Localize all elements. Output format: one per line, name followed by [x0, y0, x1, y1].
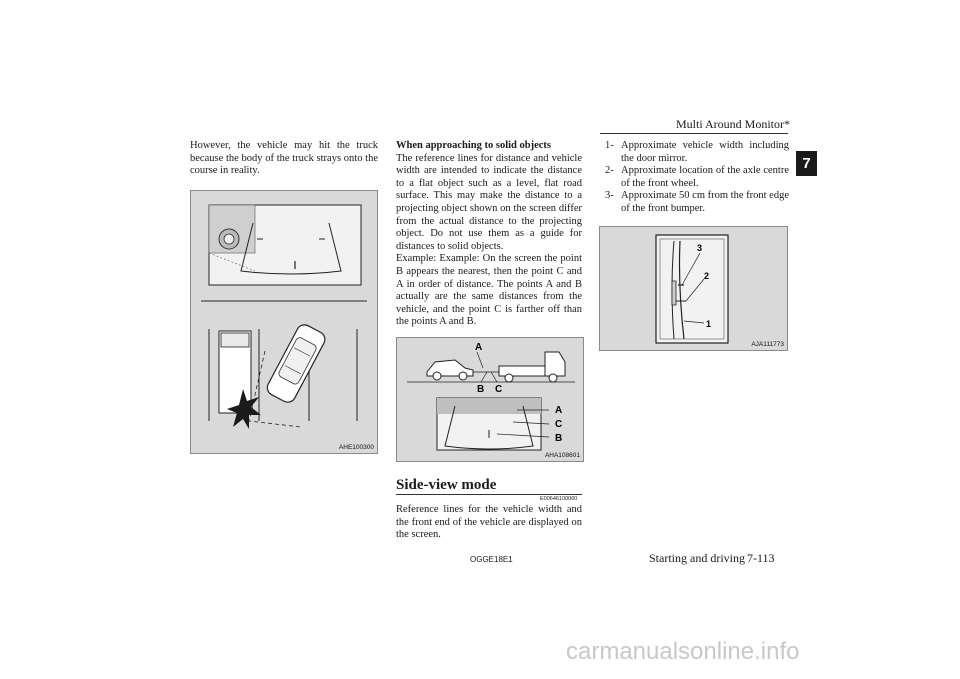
label-2: 2 [704, 271, 710, 281]
label-a-top: A [475, 342, 483, 353]
chapter-tab: 7 [796, 151, 817, 176]
figure-side-view [599, 226, 788, 351]
list-number: 1- [605, 140, 614, 151]
figure-side-view-drawing [600, 227, 787, 350]
list-number: 3- [605, 190, 614, 202]
figure-solid-objects [396, 337, 584, 462]
figure-solid-objects-drawing [397, 338, 583, 461]
list-item [605, 165, 789, 190]
label-1: 1 [706, 319, 712, 329]
figure-code: AJA111773 [751, 341, 784, 348]
paragraph-truck: However, the vehicle may hit the truck because the body of the truck strays onto the course in reality. [190, 140, 378, 177]
list-item [605, 140, 789, 165]
paragraph-reference-lines: The reference lines for distance and vehicle width are intended to indicate the distance to a flat object such as a level, flat road surface. This may make the distance to a projecting object shown on the screen differ from the actual distance to the projecting object. Do not use them as a guide for distances to solid objects. [396, 152, 582, 252]
column-1 [190, 140, 378, 178]
section-rule [396, 494, 582, 495]
label-c-top: C [495, 384, 503, 395]
section-code: E00646100060 [540, 496, 578, 502]
footer-doc-code: OGGE18E1 [470, 555, 513, 564]
running-header: Multi Around Monitor* [675, 117, 790, 131]
figure-truck-parking-drawing [191, 191, 377, 453]
list-number: 2- [605, 165, 614, 177]
label-c-screen: C [555, 419, 563, 430]
label-3: 3 [697, 243, 703, 253]
figure-code: AHA108601 [544, 452, 580, 459]
page-number: 7-113 [747, 551, 775, 565]
column-2 [396, 140, 582, 329]
list-text: Approximate vehicle width including the door mirror. [621, 140, 789, 164]
section-title: Side-view mode [396, 477, 497, 493]
figure-code: AHE100300 [338, 444, 374, 451]
label-b-screen: B [555, 433, 563, 444]
label-b-top: B [477, 384, 485, 395]
list-text: Approximate 50 cm from the front edge of the front bumper. [621, 190, 789, 214]
section-body: Reference lines for the vehicle width and the front end of the vehicle are displayed on the screen. [396, 504, 582, 541]
list-text: Approximate location of the axle centre of the front wheel. [621, 165, 789, 189]
subheading-solid-objects: When approaching to solid objects [396, 140, 551, 151]
header-rule [600, 133, 788, 134]
label-a-screen: A [555, 405, 563, 416]
footer-section: Starting and driving [649, 551, 745, 565]
figure-truck-parking [190, 190, 378, 454]
list-item [605, 190, 789, 215]
column-3 [605, 140, 789, 216]
watermark: carmanualsonline.info [566, 638, 800, 665]
paragraph-example: Example: Example: On the screen the point B appears the nearest, then the point C and A in order of distance. The points A and B actually are the same distances from the vehicle, and the point C is farther off than the points A and B. [396, 253, 582, 328]
